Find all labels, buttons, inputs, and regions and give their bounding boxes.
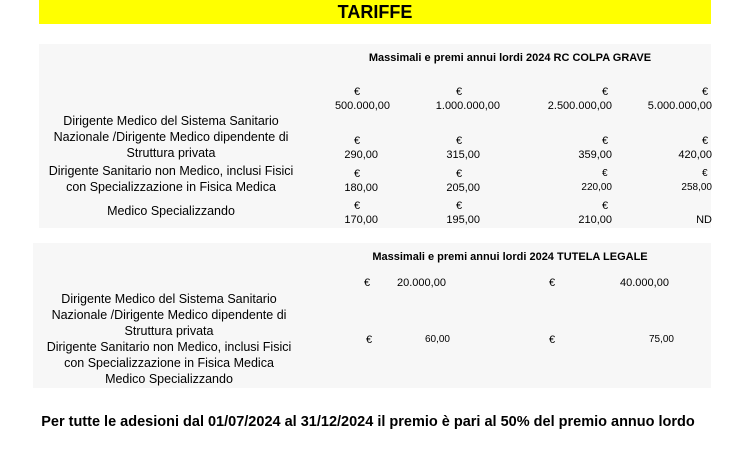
tl-premio-40k: 75,00 — [648, 334, 674, 345]
massimale-500k: € 500.000,00 — [334, 86, 390, 112]
premio-cell: € 315,00 — [446, 135, 480, 161]
tl-premio-20k: 60,00 — [424, 334, 450, 345]
premio-cell: € 210,00 — [578, 200, 612, 226]
premio-cell: € 205,00 — [446, 168, 480, 194]
tl-currency: € — [366, 334, 373, 346]
tl-currency: € — [549, 277, 556, 289]
tutela-legale-header: Massimali e premi annui lordi 2024 TUTELA LEGALE — [372, 251, 648, 263]
premio-cell: € 290,00 — [344, 135, 378, 161]
tl-currency: € — [549, 334, 556, 346]
tl-massimale-40k: 40.000,00 — [620, 277, 669, 289]
footer-note: Per tutte le adesioni dal 01/07/2024 al 31/12/2024 il premio è pari al 50% del premio annuo lordo — [41, 414, 695, 430]
premio-cell: € 258,00 — [681, 168, 712, 193]
tl-categories-label: Dirigente Medico del Sistema Sanitario Nazionale /Dirigente Medico dipendente di Struttura privata Dirigente Sanitario non Medico, inclusi Fisici con Specializzazione in Fisica Medica Medico Specializzando — [46, 292, 292, 386]
tl-massimale-20k: 20.000,00 — [397, 277, 446, 289]
premio-cell: € 195,00 — [446, 200, 480, 226]
premio-cell: € 220,00 — [581, 168, 612, 193]
row-label-medico-specializzando: Medico Specializzando — [107, 204, 235, 218]
premio-cell: € 180,00 — [344, 168, 378, 194]
colpa-grave-header: Massimali e premi annui lordi 2024 RC COLPA GRAVE — [368, 52, 652, 64]
massimale-2-5m: € 2.500.000,00 — [547, 86, 612, 112]
premio-cell: € 359,00 — [578, 135, 612, 161]
massimale-1m: € 1.000.000,00 — [435, 86, 500, 112]
tl-currency: € — [364, 277, 371, 289]
massimale-5m: € 5.000.000,00 — [647, 86, 712, 112]
row-label-dirigente-medico: Dirigente Medico del Sistema Sanitario Nazionale /Dirigente Medico dipendente di Struttura privata — [53, 114, 289, 160]
page-title: TARIFFE — [337, 2, 413, 22]
row-label-dirigente-sanitario: Dirigente Sanitario non Medico, inclusi Fisici con Specializzazione in Fisica Medica — [48, 164, 294, 194]
premio-cell: € 420,00 — [678, 135, 712, 161]
title-banner — [39, 0, 711, 24]
premio-cell: ND — [696, 214, 712, 226]
premio-cell: € 170,00 — [344, 200, 378, 226]
